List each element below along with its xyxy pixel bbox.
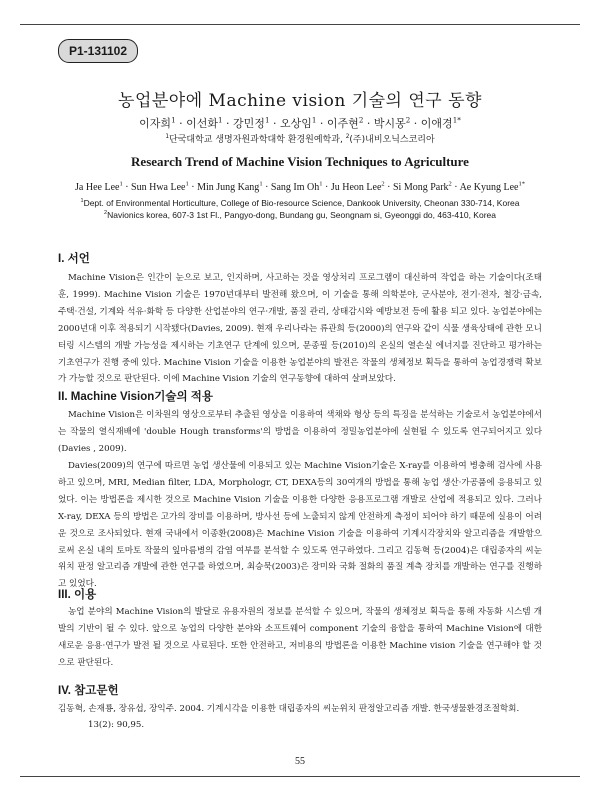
section-heading-intro: I. 서언 bbox=[58, 253, 90, 265]
korean-affiliation: $^2$(주)내비오닉스코리아 bbox=[345, 134, 435, 145]
intro-paragraph: Machine Vision은 인간이 눈으로 보고, 인지하며, 사고하는 것을 영상처리 프로그램이 대신하여 작업을 하는 기술이다(조태훈, 1999). Machine Vision 기술은 1970년대부터 발전해 왔으며, 이 기술을 통해 의학분야, 군사분야, 전기·전자, 철강·금속, 주택·건설, 기계와 석유·화학 등 다양한 산업분야의 연구·개발, 품질 관리, 상태감시와 예방보전 등에 활용 되고 있다. 농업분야에는 2000년대 이후 적용되기 시작됐다(Davies, 2009). 현재 우리나라는 류관희 등(2000)의 연구와 같이 식물 생육상태에 관한 모니터링 시스템의 개발 가능성을 제시하는 기초연구 단계에 있으며, 문종필 등(2010)의 온실의 열손실 에너지를 진단하고 평가하는 기초연구가 진행 중에 있다. Machine Vision 기술을 이용한 농업분야의 발전은 작물의 생체정보 획득을 통하여 농업경쟁력 확보가 가능할 것으로 판단된다. 이에 Machine Vision 기술의 연구동향에 대하여 살펴보았다. bbox=[58, 273, 542, 385]
english-author: Ju Heon Lee$^2$ bbox=[330, 180, 385, 193]
usage-paragraph: 농업 분야의 Machine Vision의 발달로 유용자원의 정보를 분석할 수 있으며, 작물의 생체정보 획득을 통해 자동화 시스템 개발의 기반이 될 수 있다. 앞으로 농업의 다양한 분야와 소프트웨어 component 기술의 융합을 통하여 Machine Vision에 대한 새로운 응용·연구가 발전 될 것으로 사료된다. 또한 안전하고, 저비용의 방법론을 이용한 Machine vision 기술을 연구해야 할 것으로 판단된다. bbox=[58, 607, 542, 668]
english-authors: Ja Hee Lee$^1$ · Sun Hwa Lee$^1$ · Min Jung Kang$^1$ · Sang Im $Oh^1 \cdot Ju$ Heon Lee$^2$ · Si Mong Park$^2$ · Ae Kyung Lee$^{1*}$ bbox=[75, 180, 525, 193]
korean-author: 오상임$^1$ bbox=[279, 115, 317, 130]
section-heading-references: IV. 참고문헌 bbox=[58, 685, 119, 697]
korean-author: 이주현$^2$ bbox=[326, 115, 364, 130]
korean-affiliation: $^1$단국대학교 생명자원과학대학 환경원예학과, bbox=[165, 134, 343, 145]
korean-author: 박시몽$^2$ bbox=[373, 115, 411, 130]
reference-item bbox=[58, 702, 542, 733]
top-rule bbox=[20, 24, 580, 25]
english-author: Sang Im Oh$^1$ bbox=[270, 180, 323, 193]
page-number: 55 bbox=[295, 756, 305, 767]
english-author: Ja Hee Lee$^1$ bbox=[75, 180, 123, 193]
section-heading-usage: III. 이용 bbox=[58, 589, 97, 601]
korean-author: 이자희$^1$ bbox=[139, 115, 176, 130]
korean-author: 이선화$^1$ bbox=[186, 115, 223, 130]
korean-authors: 이자희$^1$ · 이선화$^1$ · 강민정$^1$ · 오상임$^1$ · 이주현$^2$ · 박시몽$^2$ · 이애경$^{1*}$ bbox=[139, 115, 461, 130]
korean-author: 이애경$^{1*}$ bbox=[420, 115, 461, 130]
english-author: Ae Kyung Lee$^{1*}$ bbox=[459, 180, 525, 193]
korean-affiliations bbox=[30, 132, 570, 145]
application-paragraph-2: Davies(2009)의 연구에 따르면 농업 생산물에 이용되고 있는 Machine Vision기술은 X-ray를 이용하여 병충해 검사에 사용하고 있으며, MRI, Median filter, LDA, Morphologr, CT, DEXA등의 30여개의 방법을 통해 농업 생산·가공품에 응용되고 있었다. 이는 방법론을 제시한 것으로 Machine Vision 기술을 이용한 다양한 응용프로그램 개발로 산업에 적용되고 있다. 그러나 X-ray, DEXA 등의 방법은 고가의 장비를 이용하며, 방사선 등에 노출되지 않게 안전하게 측정이 되어야 하기 때문에 실용이 어려운 것으로 조사되었다. 현재 국내에서 이종환(2008)은 Machine Vision 기술을 이용하여 기계시각장치와 알고리즘을 개발함으로써 온실 내의 토마토 작물의 잎마름병의 감염 여부를 분석할 수 있도록 연구하였다. 그리고 김동혁 등(2004)은 대립종자의 씨눈위치 판정 알고리즘 개발에 관한 연구를 하였으며, 최승묵(2003)은 장미와 국화 절화의 품질 계측 장치를 개발하는 연구를 진행하고 있었다. bbox=[58, 461, 542, 590]
abstract-code-badge: P1-131102 bbox=[58, 39, 138, 63]
english-author: Min Jung Kang$^1$ bbox=[197, 180, 263, 193]
bottom-rule bbox=[20, 776, 580, 777]
english-affiliation-2: $^2$Navionics korea, 607-3 1st Fl., Pangyo-dong, Bundang gu, Seongnam si, Gyeonggi do, 463-410, Korea bbox=[104, 210, 496, 220]
korean-title: 농업분야에 Machine vision 기술의 연구 동향 bbox=[118, 91, 482, 111]
section-heading-application: II. Machine Vision기술의 적용 bbox=[58, 391, 214, 403]
korean-author: 강민정$^1$ bbox=[233, 115, 270, 130]
english-title: Research Trend of Machine Vision Techniques to Agriculture bbox=[131, 154, 469, 169]
reference-line-1: 김동혁, 손재룡, 장유섭, 장익주. 2004. 기계시각을 이용한 대립종자의 씨눈위치 판정알고리즘 개발. 한국생물환경조절학회. bbox=[58, 704, 520, 714]
english-affiliation-1: $^1$Dept. of Environmental Horticulture, College of Bio-resource Science, Dankook University, Cheonan 330-714, Korea bbox=[80, 198, 520, 208]
application-paragraph-1: Machine Vision은 이차원의 영상으로부터 추출된 영상을 이용하여 색채와 형상 등의 특징을 분석하는 기술로서 농업분야에서는 작물의 열식재배에 'double Hough transforms'의 방법을 이용하여 정밀농업분야에 실현될 수 있도록 연구되어지고 있다(Davies , 2009). bbox=[58, 410, 542, 454]
english-author: Si Mong Park$^2$ bbox=[392, 180, 452, 193]
english-author: Sun Hwa Lee$^1$ bbox=[131, 180, 189, 193]
reference-line-2: 13(2): 90,95. bbox=[88, 719, 145, 730]
